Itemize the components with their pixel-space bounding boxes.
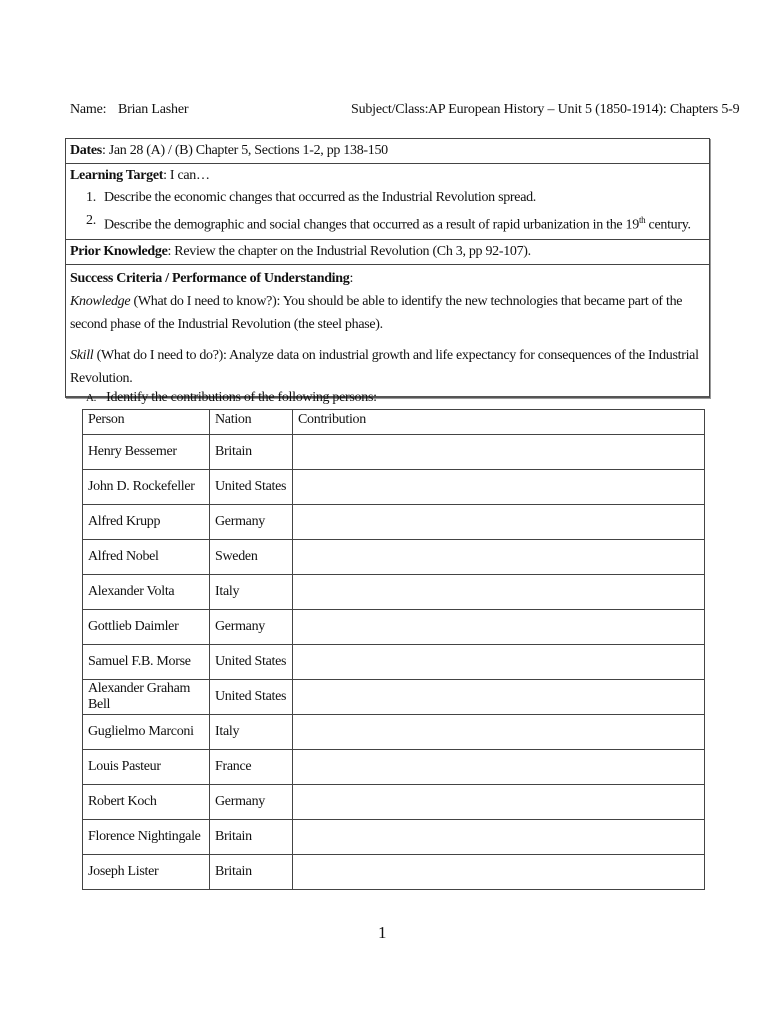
nation-cell: Italy <box>210 575 293 610</box>
success-criteria-colon: : <box>349 270 354 286</box>
section-instruction-text: Identify the contributions of the following persons: <box>106 390 377 405</box>
learning-target-row <box>66 164 709 240</box>
skill-paragraph <box>70 344 705 390</box>
nation-cell: Britain <box>210 820 293 855</box>
nation-cell: United States <box>210 645 293 680</box>
contribution-cell[interactable] <box>293 645 705 680</box>
prior-knowledge-label: Prior Knowledge <box>70 243 168 259</box>
contribution-cell[interactable] <box>293 470 705 505</box>
table-row <box>83 855 705 890</box>
learning-target-item <box>86 186 705 209</box>
learning-target-label: Learning Target <box>70 168 164 183</box>
knowledge-text: (What do I need to know?): You should be able to identify the new technologies that became part of the second phase of the Industrial Revolution (the steel phase). <box>70 293 683 332</box>
skill-label: Skill <box>70 347 94 363</box>
nation-cell: United States <box>210 680 293 715</box>
table-row <box>83 575 705 610</box>
table-row <box>83 540 705 575</box>
learning-target-text <box>104 209 691 237</box>
dates-label: Dates <box>70 143 102 158</box>
nation-cell: Germany <box>210 610 293 645</box>
nation-cell: France <box>210 750 293 785</box>
learning-target-value: : I can… <box>163 168 210 183</box>
subject-label: Subject/Class: <box>351 102 429 117</box>
lesson-info-box <box>65 138 710 398</box>
person-cell: Gottlieb Daimler <box>83 610 210 645</box>
knowledge-paragraph <box>70 290 705 336</box>
superscript: th <box>638 215 646 225</box>
section-letter: A. <box>86 392 97 404</box>
table-row <box>83 715 705 750</box>
table-row <box>83 645 705 680</box>
nation-cell: Britain <box>210 435 293 470</box>
table-row <box>83 505 705 540</box>
list-number: 2. <box>86 213 96 228</box>
contribution-cell[interactable] <box>293 435 705 470</box>
contribution-cell[interactable] <box>293 540 705 575</box>
table-row <box>83 680 705 715</box>
name-value: Brian Lasher <box>118 102 189 117</box>
contribution-cell[interactable] <box>293 505 705 540</box>
success-criteria-row <box>66 265 709 396</box>
table-row <box>83 820 705 855</box>
nation-cell: Germany <box>210 785 293 820</box>
success-criteria-label: Success Criteria / Performance of Understanding <box>70 270 350 286</box>
column-header-person: Person <box>83 410 210 435</box>
person-cell: Alfred Nobel <box>83 540 210 575</box>
person-cell: Louis Pasteur <box>83 750 210 785</box>
nation-cell: United States <box>210 470 293 505</box>
person-cell: Joseph Lister <box>83 855 210 890</box>
nation-cell: Germany <box>210 505 293 540</box>
dates-row <box>66 139 709 164</box>
subject-value: AP European History – Unit 5 (1850-1914): Chapters 5-9 <box>428 102 740 117</box>
table-row <box>83 610 705 645</box>
person-cell: Henry Bessemer <box>83 435 210 470</box>
document-header <box>70 100 740 122</box>
contribution-cell[interactable] <box>293 750 705 785</box>
section-a-instruction <box>86 390 377 406</box>
dates-value: : Jan 28 (A) / (B) Chapter 5, Sections 1-2, pp 138-150 <box>101 143 388 158</box>
person-cell: Alfred Krupp <box>83 505 210 540</box>
learning-target-list <box>70 186 705 237</box>
nation-cell: Britain <box>210 855 293 890</box>
learning-target-text-before: Describe the demographic and social changes that occurred as a result of rapid urbanization in the 19 <box>104 217 639 233</box>
page-number: 1 <box>378 923 387 942</box>
person-cell: Guglielmo Marconi <box>83 715 210 750</box>
contribution-cell[interactable] <box>293 785 705 820</box>
contribution-cell[interactable] <box>293 680 705 715</box>
nation-cell: Sweden <box>210 540 293 575</box>
person-cell: John D. Rockefeller <box>83 470 210 505</box>
table-row <box>83 750 705 785</box>
nation-cell: Italy <box>210 715 293 750</box>
learning-target-text-after: century. <box>645 217 691 233</box>
knowledge-label: Knowledge <box>70 293 131 309</box>
prior-knowledge-row <box>66 240 709 265</box>
contribution-cell[interactable] <box>293 610 705 645</box>
table-header-row <box>83 410 705 435</box>
contributions-table <box>82 409 705 890</box>
learning-target-text: Describe the economic changes that occurred as the Industrial Revolution spread. <box>104 190 537 205</box>
prior-knowledge-value: : Review the chapter on the Industrial Revolution (Ch 3, pp 92-107). <box>167 243 531 259</box>
contribution-cell[interactable] <box>293 715 705 750</box>
person-cell: Robert Koch <box>83 785 210 820</box>
table-row <box>83 470 705 505</box>
person-cell: Florence Nightingale <box>83 820 210 855</box>
column-header-contribution: Contribution <box>293 410 705 435</box>
skill-text: (What do I need to do?): Analyze data on industrial growth and life expectancy for consequences of the Industrial Revolution. <box>70 347 699 386</box>
person-cell: Alexander Graham Bell <box>83 680 210 715</box>
table-row <box>83 785 705 820</box>
contribution-cell[interactable] <box>293 820 705 855</box>
person-cell: Alexander Volta <box>83 575 210 610</box>
list-number: 1. <box>86 190 96 205</box>
person-cell: Samuel F.B. Morse <box>83 645 210 680</box>
column-header-nation: Nation <box>210 410 293 435</box>
learning-target-item <box>86 209 705 237</box>
table-row <box>83 435 705 470</box>
contribution-cell[interactable] <box>293 575 705 610</box>
name-label: Name: <box>70 102 107 117</box>
contribution-cell[interactable] <box>293 855 705 890</box>
